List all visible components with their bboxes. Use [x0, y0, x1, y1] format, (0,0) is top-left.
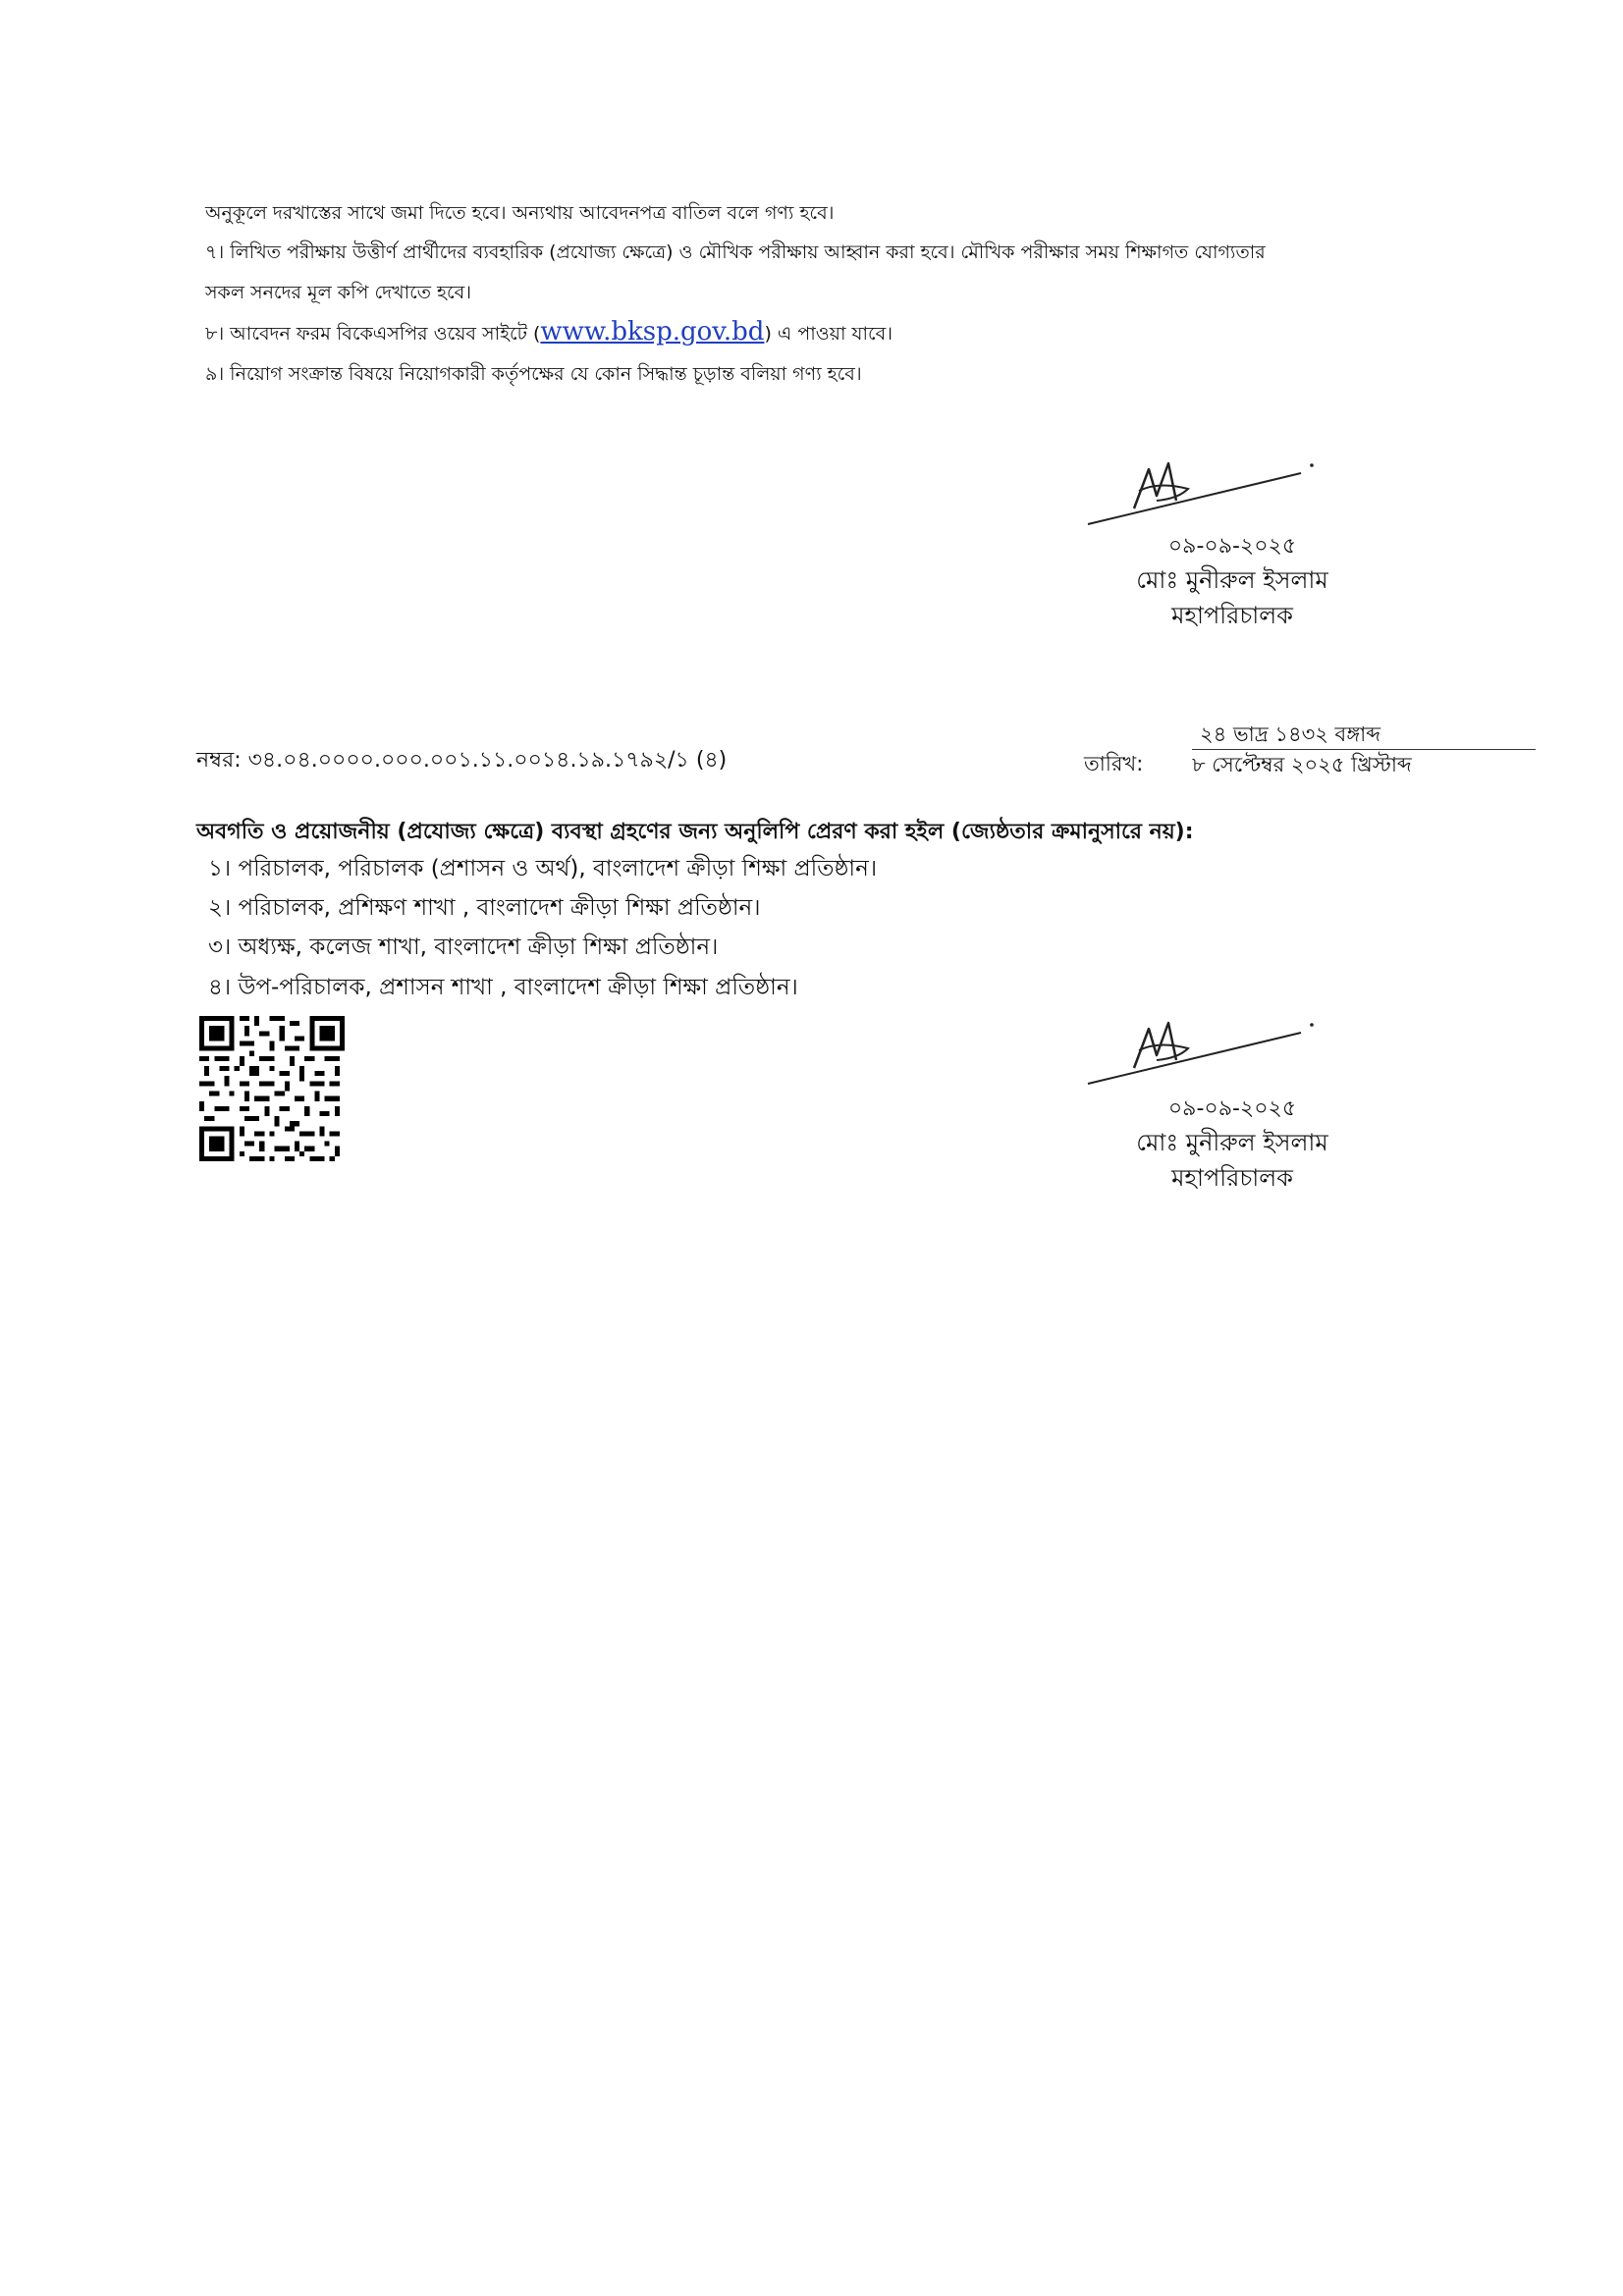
item-8-prefix: ৮। আবেদন ফরম বিকেএসপির ওয়েব সাইটে ( — [205, 323, 541, 345]
signatory-name: মোঃ মুনীরুল ইসলাম — [1136, 1129, 1328, 1156]
signature-block-1 — [1085, 531, 1380, 633]
qr-code-icon — [199, 1016, 345, 1161]
cc-item: ২। পরিচালক, প্রশিক্ষণ শাখা , বাংলাদেশ ক্রীড়া শিক্ষা প্রতিষ্ঠান। — [208, 895, 761, 921]
signature-graphic-1 — [1080, 452, 1316, 530]
date-bangla: ২৪ ভাদ্র ১৪৩২ বঙ্গাব্দ — [1200, 722, 1381, 746]
website-link[interactable]: www.bksp.gov.bd — [540, 317, 765, 347]
item-8-suffix: ) এ পাওয়া যাবে। — [764, 323, 893, 345]
signature-block-2 — [1085, 1094, 1380, 1196]
date-gregorian: ৮ সেপ্টেম্বর ২০২৫ খ্রিস্টাব্দ — [1192, 753, 1412, 776]
cc-item: ৩। অধ্যক্ষ, কলেজ শাখা, বাংলাদেশ ক্রীড়া শিক্ষা প্রতিষ্ঠান। — [208, 934, 719, 960]
signatory-name: মোঃ মুনীরুল ইসলাম — [1136, 566, 1328, 594]
body-line-2: ৭। লিখিত পরীক্ষায় উত্তীর্ণ প্রার্থীদের ব্যবহারিক (প্রযোজ্য ক্ষেত্রে) ও মৌখিক পরীক্ষায় আহ্বান করা হবে। মৌখিক পরীক্ষার সময় শিক্ষাগত যোগ্যতার — [205, 241, 1266, 263]
body-line-1: অনুকূলে দরখাস্তের সাথে জমা দিতে হবে। অন্যথায় আবেদনপত্র বাতিল বলে গণ্য হবে। — [205, 202, 835, 224]
signatory-title: মহাপরিচালক — [1171, 602, 1293, 629]
body-line-4: ৯। নিয়োগ সংক্রান্ত বিষয়ে নিয়োগকারী কর্তৃপক্ষের যে কোন সিদ্ধান্ত চূড়ান্ত বলিয়া গণ্য হবে। — [205, 363, 862, 385]
signatory-title: মহাপরিচালক — [1171, 1164, 1293, 1192]
memo-number: নম্বর: ৩৪.০৪.০০০০.০০০.০০১.১১.০০১৪.১৯.১৭৯২/১ (৪) — [196, 748, 728, 773]
cc-item: ১। পরিচালক, পরিচালক (প্রশাসন ও অর্থ), বাংলাদেশ ক্রীড়া শিক্ষা প্রতিষ্ঠান। — [208, 856, 878, 881]
signature-date: ০৯-০৯-২০২৫ — [1167, 534, 1297, 559]
body-line-item-8 — [205, 318, 893, 347]
cc-heading: অবগতি ও প্রয়োজনীয় (প্রযোজ্য ক্ষেত্রে) ব্যবস্থা গ্রহণের জন্য অনুলিপি প্রেরণ করা হইল (জ্যেষ্ঠতার ক্রমানুসারে নয়): — [196, 820, 1194, 844]
signature-graphic-2 — [1080, 1011, 1316, 1090]
signature-date: ০৯-০৯-২০২৫ — [1167, 1096, 1297, 1121]
cc-item: ৪। উপ-পরিচালক, প্রশাসন শাখা , বাংলাদেশ ক্রীড়া শিক্ষা প্রতিষ্ঠান। — [208, 975, 798, 1000]
body-line-3: সকল সনদের মূল কপি দেখাতে হবে। — [205, 282, 472, 303]
date-label: তারিখ: — [1084, 752, 1144, 775]
